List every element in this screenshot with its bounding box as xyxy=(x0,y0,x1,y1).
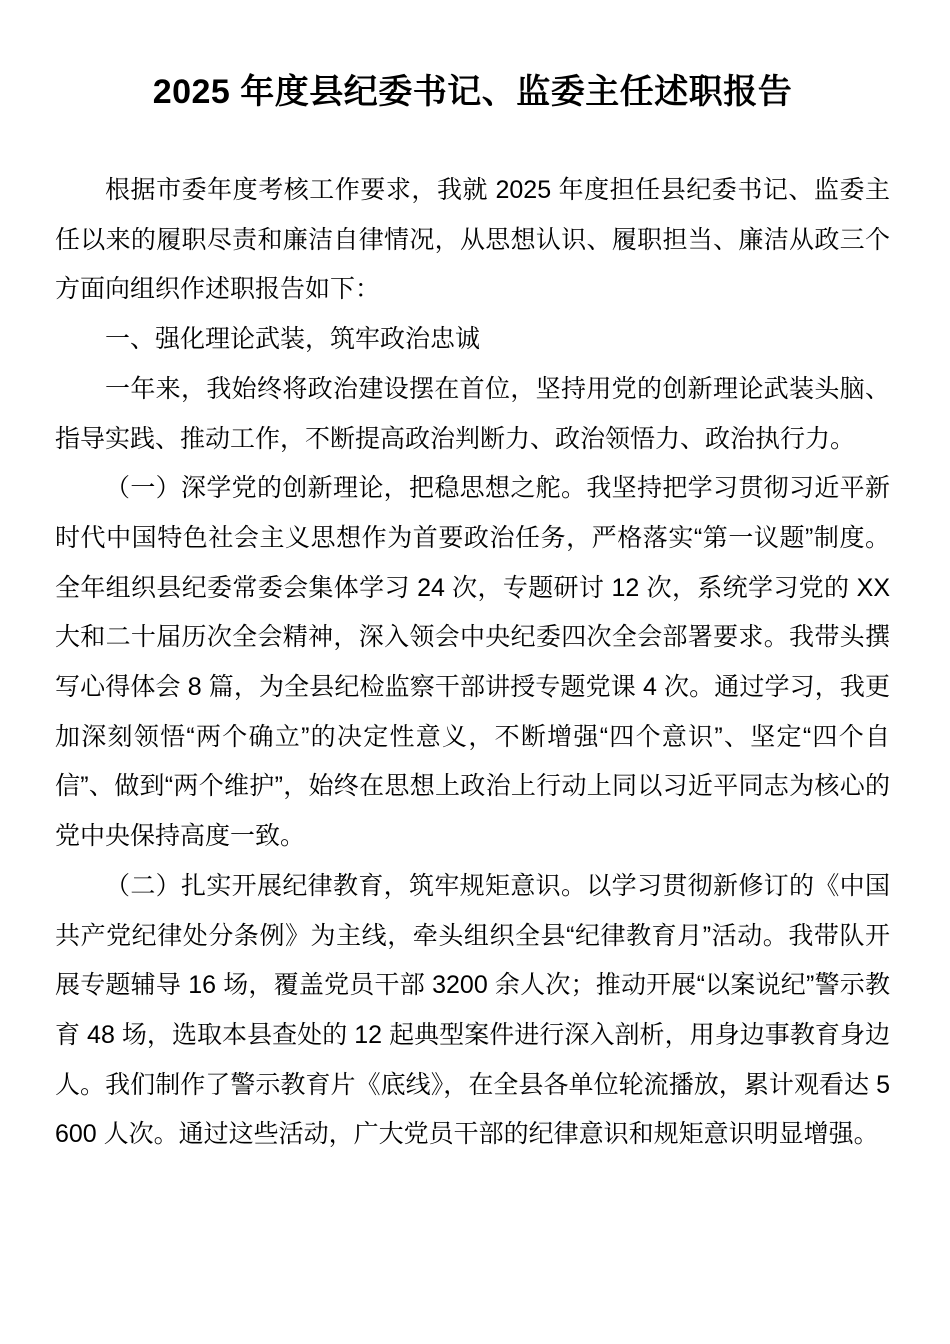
paragraph-intro: 根据市委年度考核工作要求，我就 2025 年度担任县纪委书记、监委主任以来的履职尽责和廉洁自律情况，从思想认识、履职担当、廉洁从政三个方面向组织作述职报告如下： xyxy=(55,176,890,304)
paragraph-subsection-1: （一）深学党的创新理论，把稳思想之舵。我坚持把学习贯彻习近平新时代中国特色社会主义思想作为首要政治任务，严格落实“第一议题”制度。全年组织县纪委常委会集体学习 24 次，专题研讨 12 次，系统学习党的 XX 大和二十届历次全会精神，深入领会中央纪委四次全会部署要求。我带头撰写心得体会 8 篇，为全县纪检监察干部讲授专题党课 4 次。通过学习，我更加深刻领悟“两个确立”的决定性意义，不断增强“四个意识”、坚定“四个自信”、做到“两个维护”，始终在思想上政治上行动上同以习近平同志为核心的党中央保持高度一致。 xyxy=(55,474,890,851)
paragraph-section1-overview: 一年来，我始终将政治建设摆在首位，坚持用党的创新理论武装头脑、指导实践、推动工作，不断提高政治判断力、政治领悟力、政治执行力。 xyxy=(55,374,890,453)
section-heading-1: 一、强化理论武装，筑牢政治忠诚 xyxy=(105,325,481,354)
paragraph-subsection-2: （二）扎实开展纪律教育，筑牢规矩意识。以学习贯彻新修订的《中国共产党纪律处分条例》为主线，牵头组织全县“纪律教育月”活动。我带队开展专题辅导 16 场，覆盖党员干部 3200 余人次；推动开展“以案说纪”警示教育 48 场，选取本县查处的 12 起典型案件进行深入剖析，用身边事教育身边人。我们制作了警示教育片《底线》，在全县各单位轮流播放，累计观看达 5600 人次。通过这些活动，广大党员干部的纪律意识和规矩意识明显增强。 xyxy=(55,871,890,1149)
report-title: 2025 年度县纪委书记、监委主任述职报告 xyxy=(152,73,793,111)
document-body xyxy=(55,166,890,1160)
